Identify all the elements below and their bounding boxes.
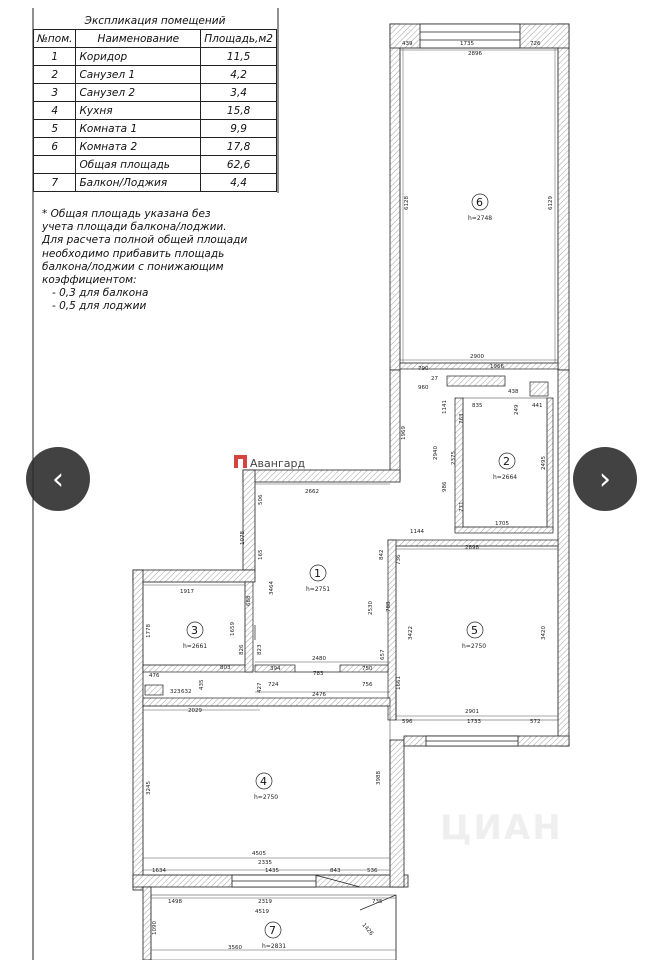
note-line: необходимо прибавить площадь — [42, 247, 225, 260]
dim-label: 3464 — [269, 581, 275, 595]
dim-label: 756 — [362, 682, 373, 688]
dim-label: 2480 — [312, 656, 326, 662]
wall-corridor-top — [243, 470, 400, 482]
chevron-left-icon: ‹ — [52, 461, 64, 497]
dim-label: 2896 — [468, 51, 482, 57]
header-area: Площадь,м2 — [201, 30, 277, 48]
wall-right-long — [558, 370, 569, 746]
row-num: 1 — [34, 48, 76, 66]
dim-label: 1498 — [168, 899, 182, 905]
wall-left-long — [133, 570, 143, 890]
room-height: h=2748 — [468, 215, 493, 222]
dim-label: 632 — [181, 689, 192, 695]
wall-6-left — [390, 24, 400, 370]
dim-label: 2940 — [433, 446, 439, 460]
room-number: 4 — [260, 775, 267, 788]
dim-label: 724 — [268, 682, 279, 688]
row-area: 17,8 — [201, 138, 277, 156]
room-number: 5 — [471, 624, 478, 637]
dim-label: 790 — [418, 366, 429, 372]
dim-label: 441 — [532, 403, 543, 409]
row-num: 4 — [34, 102, 76, 120]
note-line: Для расчета полной общей площади — [42, 234, 248, 247]
interior-walls — [143, 363, 558, 720]
dim-label: 1090 — [152, 921, 158, 935]
dim-label: 1144 — [410, 529, 424, 535]
dim-label: 823 — [257, 644, 263, 655]
dim-label: 2476 — [312, 692, 326, 698]
room-height: h=2664 — [493, 474, 518, 481]
room-marker-5 — [462, 622, 486, 650]
dim-label: 323 — [170, 689, 181, 695]
dim-label: 1078 — [240, 531, 246, 545]
dim-label: 394 — [270, 666, 281, 672]
dim-label: 427 — [257, 682, 263, 693]
dim-label: 1659 — [230, 622, 236, 636]
room-marker-2 — [493, 453, 517, 481]
dim-label: 1435 — [265, 868, 279, 874]
room-marker-6 — [468, 194, 492, 222]
dim-label: 3560 — [228, 945, 242, 951]
room-number: 2 — [503, 455, 510, 468]
room-height: h=2831 — [262, 943, 287, 950]
dim-label: 27 — [431, 376, 438, 382]
dim-label: 3420 — [541, 626, 547, 640]
dim-label: 1661 — [396, 676, 402, 690]
note-bullet: - 0,3 для балкона — [52, 287, 149, 300]
header-name: Наименование — [76, 30, 201, 48]
dim-label: 2319 — [258, 899, 272, 905]
logo-mark-icon — [234, 455, 247, 468]
row-name: Комната 2 — [76, 138, 201, 156]
wall-3-right — [245, 582, 253, 672]
dim-label: 788 — [386, 601, 392, 612]
row-num: 5 — [34, 120, 76, 138]
dim-label: 6129 — [548, 196, 554, 210]
room-number: 1 — [314, 567, 321, 580]
dim-label: 2530 — [368, 601, 374, 615]
dim-label: 2495 — [541, 456, 547, 470]
listing-watermark: ЦИАН — [440, 808, 563, 848]
row-name: Кухня — [76, 102, 201, 120]
dim-label: 735 — [372, 899, 383, 905]
dim-label: 688 — [246, 595, 252, 606]
dim-label: 763 — [459, 413, 465, 424]
company-logo — [234, 452, 305, 471]
row-num: 2 — [34, 66, 76, 84]
dim-label: 1735 — [460, 41, 474, 47]
dim-label: 4519 — [255, 909, 269, 915]
wall-4-top — [143, 698, 390, 706]
room-number: 7 — [269, 924, 276, 937]
dim-label: 2029 — [188, 708, 202, 714]
row-num: 6 — [34, 138, 76, 156]
row-name: Общая площадь — [76, 156, 201, 174]
dim-label: 3422 — [408, 626, 414, 640]
note-line: учета площади балкона/лоджии. — [42, 221, 227, 234]
logo-text: Авангард — [250, 457, 306, 470]
gallery-prev-button[interactable] — [26, 447, 90, 511]
dim-label: 750 — [362, 666, 373, 672]
dim-label: 1778 — [146, 624, 152, 638]
room-4-outline — [143, 706, 390, 875]
room-marker-3 — [183, 622, 207, 650]
dim-label: 803 — [220, 665, 231, 671]
room-marker-4 — [254, 773, 278, 801]
row-area: 3,4 — [201, 84, 277, 102]
gallery-next-button[interactable] — [573, 447, 637, 511]
row-area: 4,2 — [201, 66, 277, 84]
row-area: 11,5 — [201, 48, 277, 66]
dim-label: 2900 — [470, 354, 484, 360]
dim-label: 843 — [330, 868, 341, 874]
row-num: 3 — [34, 84, 76, 102]
dim-label: 506 — [258, 494, 264, 505]
dim-label: 596 — [402, 719, 413, 725]
dim-label: 2662 — [305, 489, 319, 495]
wall-bath2-bottom — [455, 527, 553, 533]
room-number: 3 — [191, 624, 198, 637]
row-name: Санузел 1 — [76, 66, 201, 84]
room-height: h=2661 — [183, 643, 208, 650]
dim-label: 771 — [459, 501, 465, 512]
row-area: 4,4 — [201, 174, 277, 192]
wall-3-top — [133, 570, 255, 582]
row-name: Балкон/Лоджия — [76, 174, 201, 192]
doors — [255, 625, 396, 960]
dim-label: 736 — [396, 554, 402, 565]
row-num: 7 — [34, 174, 76, 192]
dim-label: 1966 — [490, 364, 504, 370]
dim-label: 783 — [313, 671, 324, 677]
room-number: 6 — [476, 196, 483, 209]
row-area: 9,9 — [201, 120, 277, 138]
note-line: * Общая площадь указана без — [42, 208, 211, 220]
dim-label: 2901 — [465, 709, 479, 715]
row-area: 62,6 — [201, 156, 277, 174]
duct-block — [145, 685, 163, 695]
dim-label: 6128 — [404, 196, 410, 210]
room-marker-1 — [306, 565, 330, 593]
note-line: коэффициентом: — [42, 274, 137, 287]
dim-label: 1426 — [360, 922, 375, 938]
explication-title: Экспликация помещений — [34, 12, 277, 30]
dim-label: 1733 — [467, 719, 481, 725]
dim-label: 1917 — [180, 589, 194, 595]
dim-label: 657 — [380, 649, 386, 660]
dim-label: 726 — [530, 41, 541, 47]
dim-label: 249 — [514, 404, 520, 415]
dim-label: 1969 — [401, 426, 407, 440]
dim-label: 1634 — [152, 868, 166, 874]
room-marker-7 — [262, 922, 286, 950]
wall-bath2-niche — [530, 382, 548, 396]
wall-bath2-right — [547, 398, 553, 530]
dim-label: 986 — [442, 481, 448, 492]
dim-label: 960 — [418, 385, 429, 391]
wall-corridor-left — [243, 470, 255, 570]
dim-label: 572 — [530, 719, 541, 725]
dim-label: 3245 — [146, 781, 152, 795]
row-name: Комната 1 — [76, 120, 201, 138]
dim-label: 439 — [402, 41, 413, 47]
dim-label: 1705 — [495, 521, 509, 527]
row-area: 15,8 — [201, 102, 277, 120]
room-height: h=2750 — [254, 794, 279, 801]
dim-label: 476 — [149, 673, 160, 679]
note-line: балкона/лоджии с понижающим — [42, 260, 224, 273]
dim-label: 435 — [199, 679, 205, 690]
dim-label: 2898 — [465, 545, 479, 551]
wall-4-right — [390, 740, 404, 887]
dim-label: 3988 — [376, 771, 382, 785]
chevron-right-icon: › — [599, 461, 611, 497]
dim-label: 536 — [367, 868, 378, 874]
header-num: №пом. — [34, 30, 76, 48]
dim-label: 2375 — [451, 451, 457, 465]
dim-label: 4505 — [252, 851, 266, 857]
row-name: Санузел 2 — [76, 84, 201, 102]
wall-bath2-top — [447, 376, 505, 386]
wall-6-right — [558, 24, 569, 370]
dim-label: 826 — [239, 644, 245, 655]
row-name: Коридор — [76, 48, 201, 66]
wall-5-left — [388, 540, 396, 720]
wall-3-bottom — [143, 665, 253, 672]
dim-label: 842 — [379, 549, 385, 560]
dim-label: 165 — [258, 549, 264, 560]
wall-corridor-upper — [390, 370, 400, 480]
dim-label: 2335 — [258, 860, 272, 866]
dim-label: 1141 — [442, 400, 448, 414]
wall-7-left — [143, 887, 151, 960]
room-height: h=2750 — [462, 643, 487, 650]
dim-label: 835 — [472, 403, 483, 409]
room-height: h=2751 — [306, 586, 331, 593]
dim-label: 438 — [508, 389, 519, 395]
note-bullet: - 0,5 для лоджии — [52, 300, 147, 313]
